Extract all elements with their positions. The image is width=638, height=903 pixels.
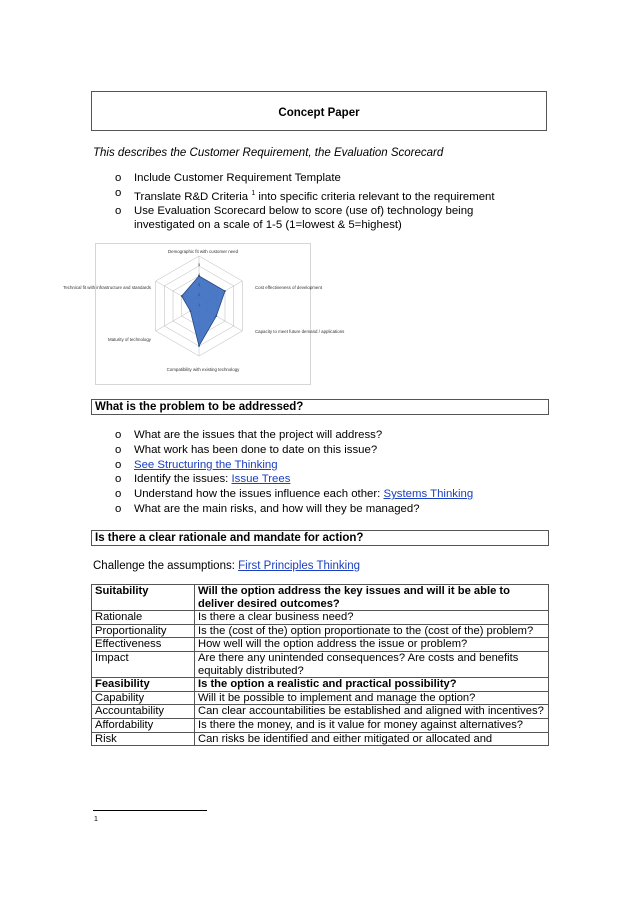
radar-point (224, 290, 226, 292)
scale-label: 3 (198, 282, 201, 287)
list-item (110, 488, 550, 501)
list-item-text: Understand how the issues influence each other: (134, 488, 384, 501)
table-cell: Impact (92, 651, 195, 677)
first-principles-link[interactable]: First Principles Thinking (238, 560, 360, 572)
footnote-ref[interactable]: 1 (251, 189, 256, 197)
table-row-header (92, 585, 549, 611)
table-cell: Can clear accountabilities be established and aligned with incentives? (195, 705, 549, 719)
table-cell: Is the option a realistic and practical possibility? (195, 678, 549, 692)
list-item-text: Translate R&D Criteria (134, 190, 252, 203)
table-row (92, 624, 549, 638)
list-item-text: What are the main risks, and how will they be managed? (134, 502, 420, 515)
table-cell: Capability (92, 691, 195, 705)
radar-point (189, 310, 191, 312)
bullet-marker: o (115, 473, 122, 486)
radar-chart (63, 243, 345, 385)
table-cell: Rationale (92, 611, 195, 625)
intro-text: This describes the Customer Requirement, the Evaluation Scorecard (93, 147, 444, 159)
table-cell: Risk (92, 732, 195, 746)
section-heading-problem: What is the problem to be addressed? (91, 399, 549, 415)
scale-label: 5 (198, 262, 201, 267)
list-item-text: What are the issues that the project will address? (134, 429, 383, 441)
page-title: Concept Paper (278, 107, 360, 119)
bullet-marker: o (115, 205, 122, 218)
table-cell: Effectiveness (92, 638, 195, 652)
radar-axis-label: Capacity to meet future demand / applications (255, 329, 345, 334)
list-item-text: into specific criteria relevant to the requirement (255, 190, 495, 203)
systems-thinking-link[interactable]: Systems Thinking (383, 488, 474, 501)
list-item (110, 172, 550, 185)
bullet-marker: o (115, 458, 122, 471)
bullet-marker: o (115, 429, 122, 441)
table-row (92, 732, 549, 746)
footnote-number: 1 (94, 816, 98, 823)
bullet-marker: o (115, 502, 122, 515)
radar-point (181, 295, 183, 297)
list-item-text: Identify the issues: (134, 473, 232, 486)
section-heading-rationale: Is there a clear rationale and mandate for action? (91, 530, 549, 546)
intro-list (110, 172, 550, 233)
list-item-text: What work has been done to date on this issue? (134, 443, 378, 456)
title-box (91, 91, 547, 131)
table-cell: Will the option address the key issues and will it be able to deliver desired outcomes? (195, 585, 549, 611)
issue-trees-link[interactable]: Issue Trees (231, 473, 291, 486)
problem-list (110, 429, 550, 518)
table-cell: Suitability (92, 585, 195, 611)
challenge-text: Challenge the assumptions: (93, 560, 239, 572)
table-cell: Proportionality (92, 624, 195, 638)
table-cell: How well will the option address the issue or problem? (195, 638, 549, 652)
bullet-marker: o (115, 443, 122, 456)
table-row-header (92, 678, 549, 692)
table-cell: Is the (cost of the) option proportionate to the (cost of the) problem? (195, 624, 549, 638)
table-row (92, 718, 549, 732)
bullet-marker: o (115, 488, 122, 501)
table-cell: Will it be possible to implement and manage the option? (195, 691, 549, 705)
table-cell: Accountability (92, 705, 195, 719)
list-item (110, 205, 526, 231)
footnote-separator (93, 810, 207, 811)
bullet-marker: o (115, 186, 122, 199)
table-cell: Is there the money, and is it value for money against alternatives? (195, 718, 549, 732)
scale-label: 2 (198, 292, 201, 297)
radar-point (215, 315, 217, 317)
criteria-table (91, 584, 549, 746)
radar-axis-label: Cost effectiveness of development (255, 285, 323, 290)
table-row (92, 651, 549, 677)
list-item (110, 187, 550, 204)
list-item-text: Include Customer Requirement Template (134, 172, 341, 184)
table-cell: Are there any unintended consequences? Are costs and benefits equitably distributed? (195, 651, 549, 677)
list-item (110, 459, 550, 472)
table-row (92, 691, 549, 705)
bullet-marker: o (115, 172, 122, 184)
scale-label: 1 (198, 302, 201, 307)
table-cell: Feasibility (92, 678, 195, 692)
radar-axis-label: Technical fit with infrastructure and standards (63, 285, 151, 290)
table-row (92, 611, 549, 625)
radar-axis-label: Compatibility with existing technology (166, 367, 240, 372)
list-item (110, 473, 550, 486)
table-row (92, 705, 549, 719)
radar-point (198, 345, 200, 347)
table-row (92, 638, 549, 652)
list-item (110, 503, 550, 516)
table-cell: Affordability (92, 718, 195, 732)
list-item (110, 444, 550, 457)
challenge-line (93, 560, 360, 572)
table-cell: Is there a clear business need? (195, 611, 549, 625)
list-item-text: Use Evaluation Scorecard below to score (use of) technology being investigated on a scale of 1-5 (1=lowest & 5=highest) (134, 205, 474, 231)
structuring-thinking-link[interactable]: See Structuring the Thinking (134, 458, 278, 471)
list-item (110, 429, 550, 442)
scale-label: 4 (198, 272, 201, 277)
radar-axis-label: Demographic fit with customer need (167, 249, 239, 254)
radar-axis-label: Maturity of technology (108, 337, 151, 342)
table-cell: Can risks be identified and either mitigated or allocated and (195, 732, 549, 746)
